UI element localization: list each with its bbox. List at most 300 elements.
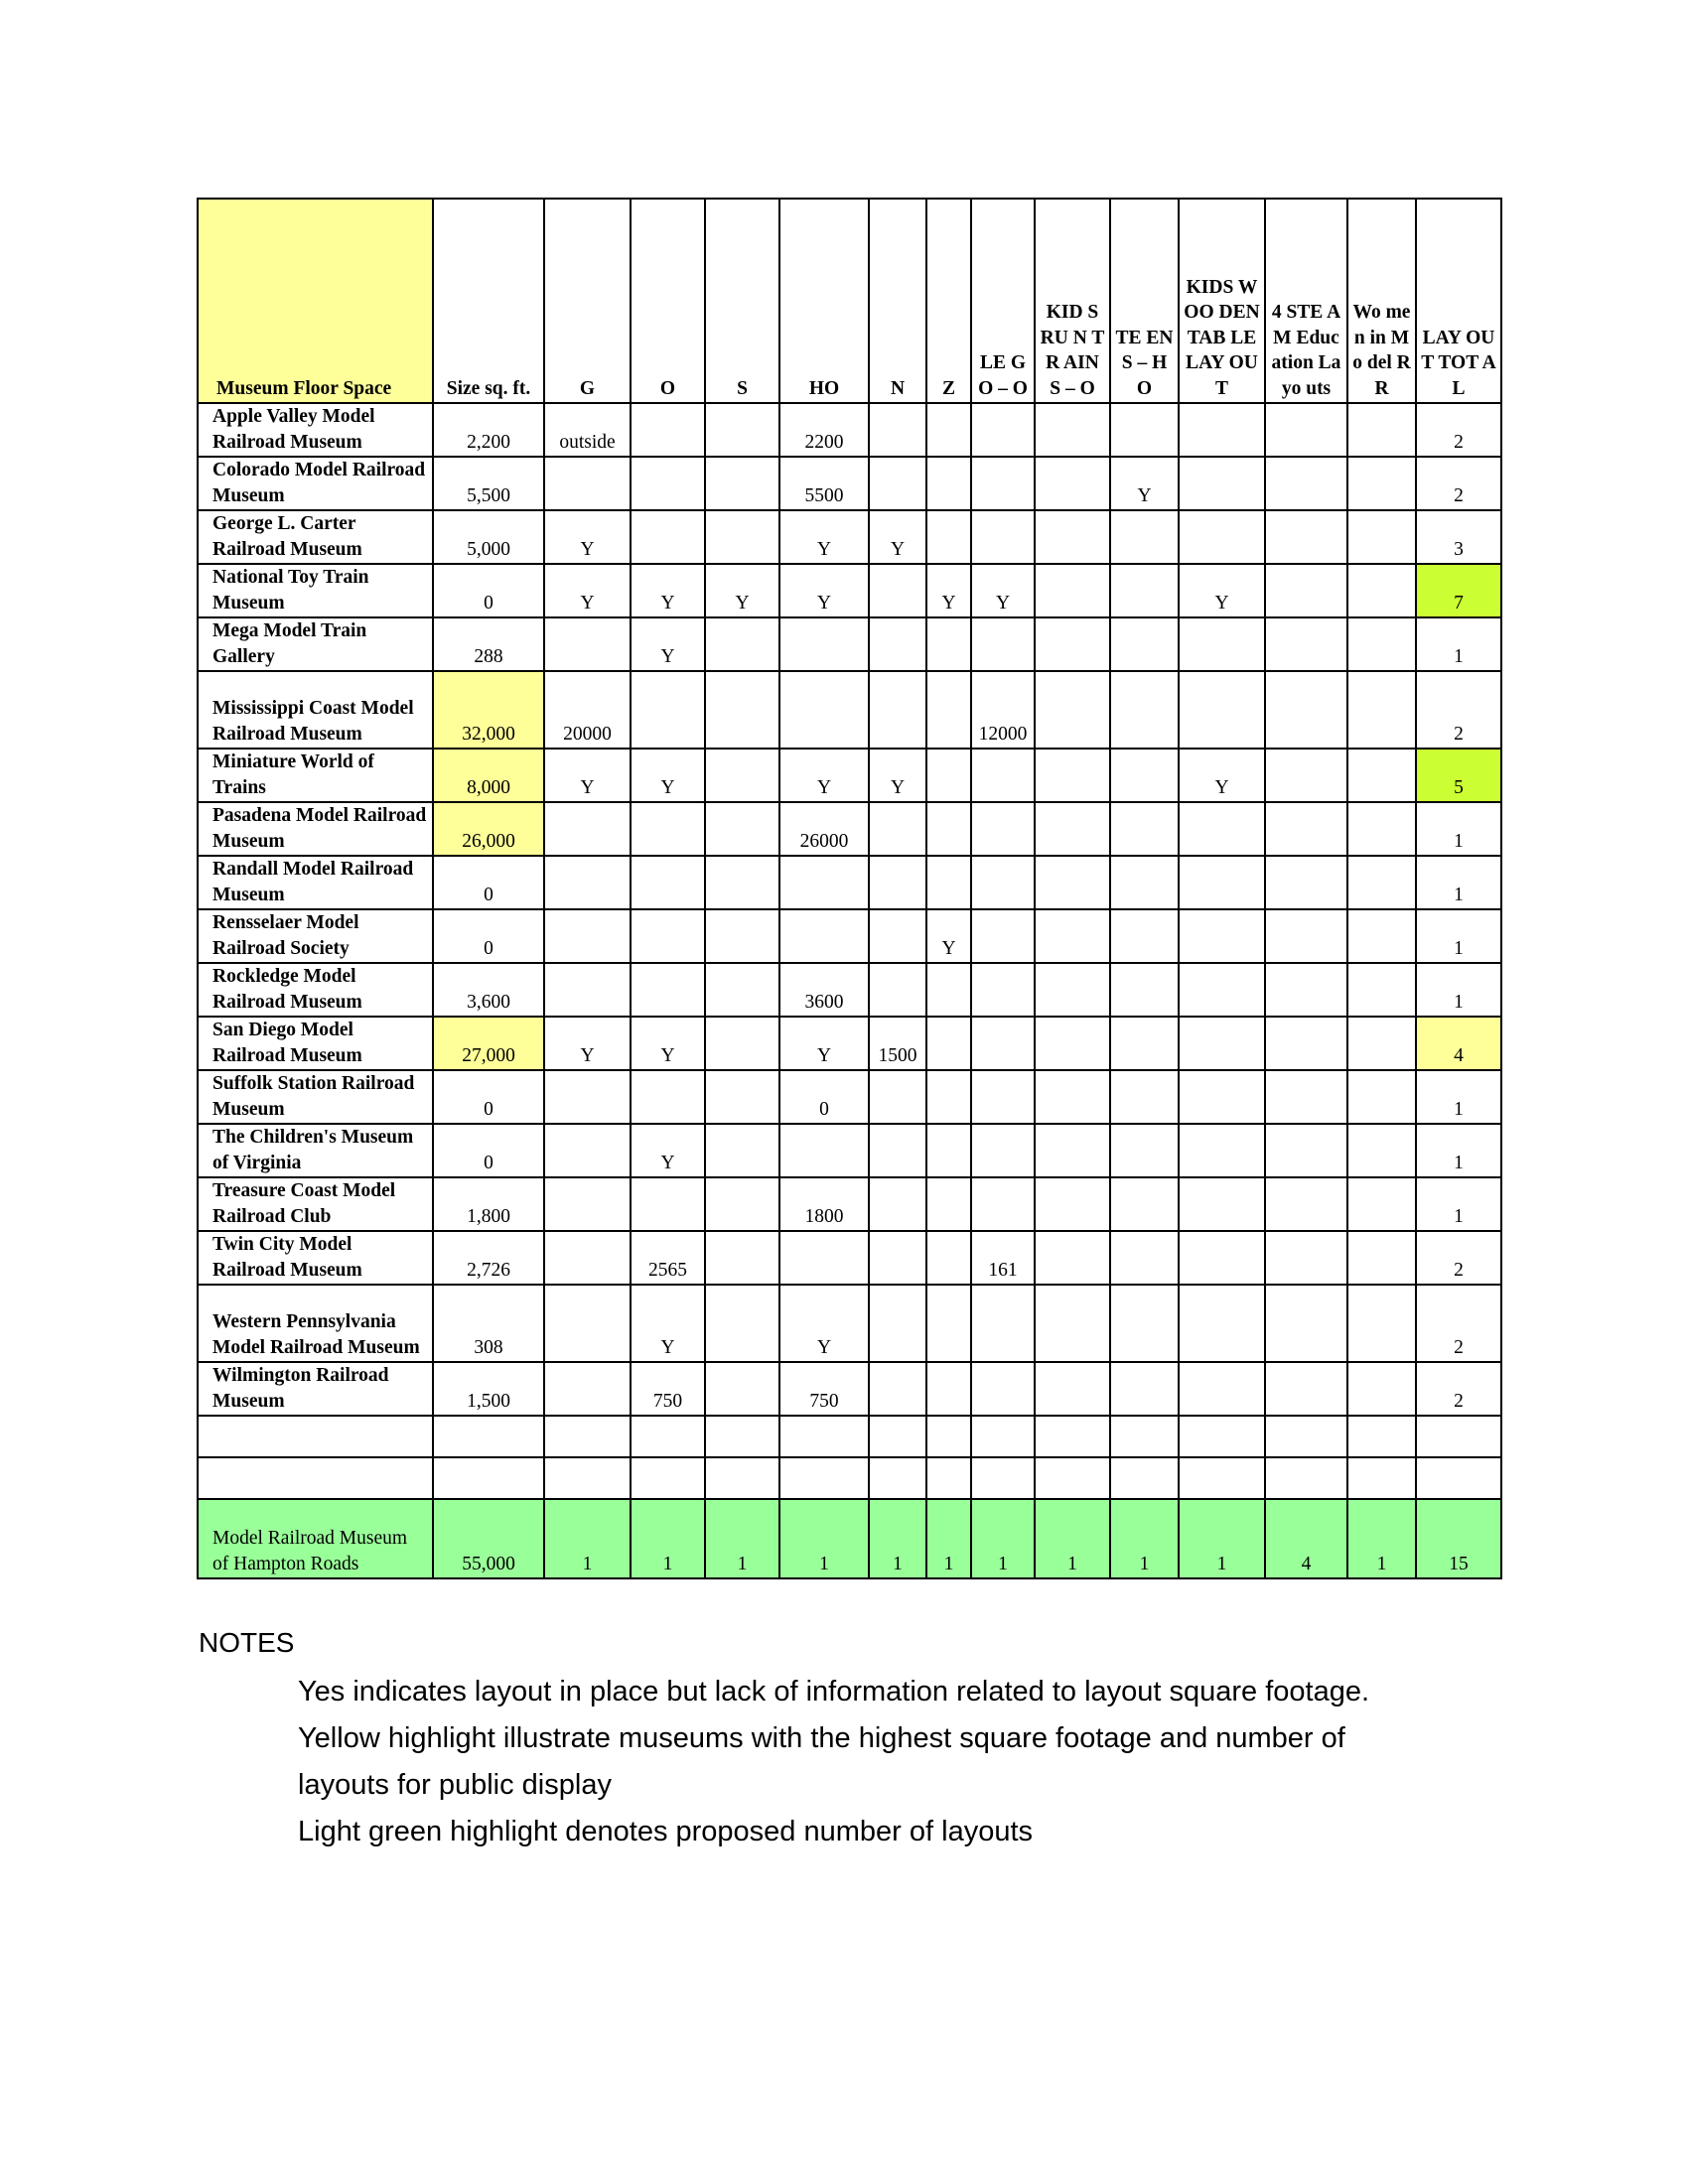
museum-name: George L. Carter Railroad Museum: [198, 510, 433, 564]
kids-run-trains-o-cell: [1035, 1285, 1110, 1362]
z-cell: [926, 1017, 971, 1070]
kids-run-trains-o-cell: [1035, 909, 1110, 963]
n-cell: [869, 1177, 926, 1231]
ho-cell: Y: [779, 749, 869, 802]
header-ho: HO: [779, 199, 869, 403]
layout-total-cell: 2: [1416, 671, 1501, 749]
ho-cell: 3600: [779, 963, 869, 1017]
teens-ho-cell: [1110, 617, 1179, 671]
s-cell: [705, 1231, 779, 1285]
ho-cell: 750: [779, 1362, 869, 1416]
g-cell: [544, 802, 631, 856]
layout-total-cell: 1: [1416, 909, 1501, 963]
z-cell: [926, 457, 971, 510]
size-cell: 0: [433, 856, 544, 909]
size-cell: 5,500: [433, 457, 544, 510]
layout-total-cell: 1: [1416, 856, 1501, 909]
header-kids-run-trains-o: KID S RU N TR AIN S – O: [1035, 199, 1110, 403]
ho-cell: 1800: [779, 1177, 869, 1231]
kids-wooden-table-layout-cell: [1179, 1416, 1265, 1457]
kids-run-trains-o-cell: [1035, 856, 1110, 909]
n-cell: [869, 856, 926, 909]
kids-wooden-table-layout-cell: [1179, 1362, 1265, 1416]
n-cell: [869, 1362, 926, 1416]
table-row: [198, 403, 1501, 457]
header-row: [198, 199, 1501, 403]
header-teens-ho: TE EN S – HO: [1110, 199, 1179, 403]
header-s: S: [705, 199, 779, 403]
kids-run-trains-o-cell: [1035, 1457, 1110, 1499]
proposed-size: 55,000: [433, 1499, 544, 1578]
women-in-model-rr-cell: [1347, 1231, 1416, 1285]
teens-ho-cell: [1110, 963, 1179, 1017]
z-cell: [926, 856, 971, 909]
n-cell: Y: [869, 749, 926, 802]
ho-cell: 2200: [779, 403, 869, 457]
o-cell: [631, 1457, 705, 1499]
kids-run-trains-o-cell: [1035, 617, 1110, 671]
museum-name: Rockledge Model Railroad Museum: [198, 963, 433, 1017]
z-cell: [926, 1362, 971, 1416]
kids-run-trains-o-cell: [1035, 1017, 1110, 1070]
proposed-museum-row: [198, 1499, 1501, 1578]
s-cell: [705, 856, 779, 909]
g-cell: [544, 1070, 631, 1124]
teens-ho-cell: [1110, 1457, 1179, 1499]
size-cell: 0: [433, 1070, 544, 1124]
proposed-museum-name: Model Railroad Museum of Hampton Roads: [198, 1499, 433, 1578]
museum-name: Mississippi Coast Model Railroad Museum: [198, 671, 433, 749]
table-row: [198, 802, 1501, 856]
kids-wooden-table-layout-cell: [1179, 617, 1265, 671]
teens-ho-cell: [1110, 1285, 1179, 1362]
lego-o-cell: [971, 1124, 1035, 1177]
s-cell: [705, 749, 779, 802]
table-row: [198, 671, 1501, 749]
steam-education-layouts-cell: [1265, 1124, 1347, 1177]
kids-run-trains-o-cell: [1035, 1231, 1110, 1285]
teens-ho-cell: [1110, 1177, 1179, 1231]
steam-education-layouts-cell: [1265, 802, 1347, 856]
s-cell: [705, 909, 779, 963]
header-kids-wooden-table-layout: KIDS WOO DEN TAB LE LAY OUT: [1179, 199, 1265, 403]
o-cell: Y: [631, 749, 705, 802]
size-cell: 308: [433, 1285, 544, 1362]
layout-total-cell: 1: [1416, 1070, 1501, 1124]
lego-o-cell: [971, 617, 1035, 671]
layout-total-cell: 3: [1416, 510, 1501, 564]
women-in-model-rr-cell: [1347, 1362, 1416, 1416]
teens-ho-cell: [1110, 671, 1179, 749]
size-cell: 26,000: [433, 802, 544, 856]
proposed-kids-wooden-table-layout: 1: [1179, 1499, 1265, 1578]
museum-comparison-table: [197, 198, 1502, 1579]
notes-heading: NOTES: [199, 1627, 295, 1658]
steam-education-layouts-cell: [1265, 1362, 1347, 1416]
proposed-kids-run-trains-o: 1: [1035, 1499, 1110, 1578]
g-cell: [544, 1285, 631, 1362]
s-cell: [705, 457, 779, 510]
ho-cell: [779, 1231, 869, 1285]
kids-wooden-table-layout-cell: [1179, 1457, 1265, 1499]
o-cell: [631, 403, 705, 457]
kids-run-trains-o-cell: [1035, 1362, 1110, 1416]
museum-name: National Toy Train Museum: [198, 564, 433, 617]
o-cell: Y: [631, 1017, 705, 1070]
z-cell: [926, 1070, 971, 1124]
steam-education-layouts-cell: [1265, 856, 1347, 909]
museum-name: Mega Model Train Gallery: [198, 617, 433, 671]
g-cell: [544, 1416, 631, 1457]
lego-o-cell: [971, 403, 1035, 457]
lego-o-cell: 161: [971, 1231, 1035, 1285]
table-row: [198, 617, 1501, 671]
teens-ho-cell: [1110, 1070, 1179, 1124]
s-cell: [705, 963, 779, 1017]
layout-total-cell: 1: [1416, 963, 1501, 1017]
s-cell: [705, 1457, 779, 1499]
size-cell: 5,000: [433, 510, 544, 564]
o-cell: Y: [631, 564, 705, 617]
g-cell: [544, 1457, 631, 1499]
size-cell: 2,726: [433, 1231, 544, 1285]
kids-wooden-table-layout-cell: [1179, 1177, 1265, 1231]
g-cell: [544, 1362, 631, 1416]
layout-total-cell: [1416, 1457, 1501, 1499]
s-cell: [705, 1362, 779, 1416]
kids-wooden-table-layout-cell: [1179, 1070, 1265, 1124]
table-row: [198, 1177, 1501, 1231]
museum-name: Western Pennsylvania Model Railroad Museum: [198, 1285, 433, 1362]
z-cell: [926, 617, 971, 671]
teens-ho-cell: [1110, 856, 1179, 909]
table-row: [198, 564, 1501, 617]
kids-wooden-table-layout-cell: [1179, 510, 1265, 564]
z-cell: [926, 1177, 971, 1231]
kids-wooden-table-layout-cell: [1179, 671, 1265, 749]
layout-total-cell: 1: [1416, 802, 1501, 856]
women-in-model-rr-cell: [1347, 403, 1416, 457]
women-in-model-rr-cell: [1347, 856, 1416, 909]
header-o: O: [631, 199, 705, 403]
g-cell: Y: [544, 510, 631, 564]
kids-wooden-table-layout-cell: Y: [1179, 749, 1265, 802]
steam-education-layouts-cell: [1265, 909, 1347, 963]
kids-wooden-table-layout-cell: [1179, 1017, 1265, 1070]
g-cell: [544, 1124, 631, 1177]
kids-wooden-table-layout-cell: [1179, 856, 1265, 909]
layout-total-cell: 2: [1416, 1362, 1501, 1416]
n-cell: [869, 1416, 926, 1457]
proposed-z: 1: [926, 1499, 971, 1578]
lego-o-cell: [971, 457, 1035, 510]
teens-ho-cell: [1110, 802, 1179, 856]
n-cell: [869, 403, 926, 457]
ho-cell: Y: [779, 1017, 869, 1070]
kids-run-trains-o-cell: [1035, 510, 1110, 564]
teens-ho-cell: [1110, 1231, 1179, 1285]
museum-name: [198, 1416, 433, 1457]
size-cell: [433, 1457, 544, 1499]
g-cell: [544, 963, 631, 1017]
header-4-steam-education-layouts: 4 STE AM Educ ation Layo uts: [1265, 199, 1347, 403]
note-green-highlight: Light green highlight denotes proposed number of layouts: [298, 1816, 1034, 1847]
lego-o-cell: [971, 749, 1035, 802]
ho-cell: [779, 856, 869, 909]
table-row: [198, 963, 1501, 1017]
table-row: [198, 856, 1501, 909]
teens-ho-cell: [1110, 749, 1179, 802]
size-cell: 1,500: [433, 1362, 544, 1416]
proposed-n: 1: [869, 1499, 926, 1578]
o-cell: [631, 1070, 705, 1124]
kids-run-trains-o-cell: [1035, 457, 1110, 510]
steam-education-layouts-cell: [1265, 1416, 1347, 1457]
kids-wooden-table-layout-cell: [1179, 1231, 1265, 1285]
women-in-model-rr-cell: [1347, 749, 1416, 802]
o-cell: [631, 909, 705, 963]
steam-education-layouts-cell: [1265, 510, 1347, 564]
n-cell: [869, 617, 926, 671]
z-cell: [926, 510, 971, 564]
s-cell: [705, 1070, 779, 1124]
ho-cell: [779, 1457, 869, 1499]
museum-name: Twin City Model Railroad Museum: [198, 1231, 433, 1285]
steam-education-layouts-cell: [1265, 1017, 1347, 1070]
proposed-s: 1: [705, 1499, 779, 1578]
kids-wooden-table-layout-cell: [1179, 909, 1265, 963]
table-row: [198, 1416, 1501, 1457]
layout-total-cell: 1: [1416, 1124, 1501, 1177]
women-in-model-rr-cell: [1347, 1017, 1416, 1070]
table-row: [198, 1362, 1501, 1416]
size-cell: 1,800: [433, 1177, 544, 1231]
ho-cell: [779, 1124, 869, 1177]
kids-run-trains-o-cell: [1035, 403, 1110, 457]
lego-o-cell: [971, 802, 1035, 856]
lego-o-cell: [971, 1285, 1035, 1362]
women-in-model-rr-cell: [1347, 1070, 1416, 1124]
kids-run-trains-o-cell: [1035, 1416, 1110, 1457]
museum-name: Apple Valley Model Railroad Museum: [198, 403, 433, 457]
lego-o-cell: [971, 963, 1035, 1017]
table-row: [198, 1124, 1501, 1177]
kids-run-trains-o-cell: [1035, 671, 1110, 749]
n-cell: [869, 1457, 926, 1499]
n-cell: [869, 671, 926, 749]
teens-ho-cell: [1110, 1124, 1179, 1177]
museum-name: Treasure Coast Model Railroad Club: [198, 1177, 433, 1231]
table-row: [198, 1017, 1501, 1070]
g-cell: [544, 457, 631, 510]
size-cell: 27,000: [433, 1017, 544, 1070]
museum-name: [198, 1457, 433, 1499]
z-cell: [926, 749, 971, 802]
teens-ho-cell: [1110, 1017, 1179, 1070]
o-cell: [631, 510, 705, 564]
kids-run-trains-o-cell: [1035, 1124, 1110, 1177]
layout-total-cell: 5: [1416, 749, 1501, 802]
n-cell: [869, 1231, 926, 1285]
kids-wooden-table-layout-cell: [1179, 403, 1265, 457]
lego-o-cell: [971, 909, 1035, 963]
kids-run-trains-o-cell: [1035, 1177, 1110, 1231]
ho-cell: 0: [779, 1070, 869, 1124]
s-cell: [705, 671, 779, 749]
o-cell: [631, 1177, 705, 1231]
women-in-model-rr-cell: [1347, 802, 1416, 856]
z-cell: Y: [926, 564, 971, 617]
table-row: [198, 1231, 1501, 1285]
note-yes-meaning: Yes indicates layout in place but lack of information related to layout square footage.: [298, 1676, 1370, 1707]
size-cell: 3,600: [433, 963, 544, 1017]
z-cell: Y: [926, 909, 971, 963]
kids-run-trains-o-cell: [1035, 1070, 1110, 1124]
museum-name: Miniature World of Trains: [198, 749, 433, 802]
ho-cell: [779, 909, 869, 963]
z-cell: [926, 1285, 971, 1362]
z-cell: [926, 802, 971, 856]
s-cell: [705, 1017, 779, 1070]
header-size-sq-ft: Size sq. ft.: [433, 199, 544, 403]
museum-name: The Children's Museum of Virginia: [198, 1124, 433, 1177]
women-in-model-rr-cell: [1347, 1124, 1416, 1177]
ho-cell: [779, 671, 869, 749]
header-layout-total: LAY OUT TOT AL: [1416, 199, 1501, 403]
kids-wooden-table-layout-cell: [1179, 963, 1265, 1017]
women-in-model-rr-cell: [1347, 564, 1416, 617]
teens-ho-cell: [1110, 909, 1179, 963]
layout-total-cell: 1: [1416, 617, 1501, 671]
layout-total-cell: 1: [1416, 1177, 1501, 1231]
layout-total-cell: 4: [1416, 1017, 1501, 1070]
steam-education-layouts-cell: [1265, 963, 1347, 1017]
n-cell: [869, 1124, 926, 1177]
size-cell: 0: [433, 564, 544, 617]
o-cell: [631, 802, 705, 856]
notes-section: [199, 1625, 1489, 1855]
o-cell: 750: [631, 1362, 705, 1416]
size-cell: 0: [433, 909, 544, 963]
s-cell: [705, 1416, 779, 1457]
proposed-o: 1: [631, 1499, 705, 1578]
n-cell: [869, 1070, 926, 1124]
g-cell: Y: [544, 749, 631, 802]
museum-name: San Diego Model Railroad Museum: [198, 1017, 433, 1070]
steam-education-layouts-cell: [1265, 1177, 1347, 1231]
proposed-g: 1: [544, 1499, 631, 1578]
size-cell: 0: [433, 1124, 544, 1177]
museum-name: Rensselaer Model Railroad Society: [198, 909, 433, 963]
header-z: Z: [926, 199, 971, 403]
header-museum-floor-space: Museum Floor Space: [198, 199, 433, 403]
lego-o-cell: Y: [971, 564, 1035, 617]
s-cell: [705, 403, 779, 457]
o-cell: Y: [631, 617, 705, 671]
layout-total-cell: 7: [1416, 564, 1501, 617]
teens-ho-cell: [1110, 510, 1179, 564]
o-cell: Y: [631, 1124, 705, 1177]
n-cell: [869, 564, 926, 617]
n-cell: [869, 1285, 926, 1362]
ho-cell: 5500: [779, 457, 869, 510]
table-body: [198, 403, 1501, 1499]
women-in-model-rr-cell: [1347, 510, 1416, 564]
museum-name: Pasadena Model Railroad Museum: [198, 802, 433, 856]
n-cell: [869, 457, 926, 510]
n-cell: [869, 909, 926, 963]
ho-cell: Y: [779, 510, 869, 564]
lego-o-cell: [971, 856, 1035, 909]
lego-o-cell: [971, 510, 1035, 564]
steam-education-layouts-cell: [1265, 749, 1347, 802]
size-cell: [433, 1416, 544, 1457]
g-cell: Y: [544, 564, 631, 617]
kids-wooden-table-layout-cell: [1179, 802, 1265, 856]
g-cell: 20000: [544, 671, 631, 749]
s-cell: [705, 1177, 779, 1231]
table-row: [198, 457, 1501, 510]
museum-name: Randall Model Railroad Museum: [198, 856, 433, 909]
kids-run-trains-o-cell: [1035, 564, 1110, 617]
women-in-model-rr-cell: [1347, 1285, 1416, 1362]
women-in-model-rr-cell: [1347, 1416, 1416, 1457]
size-cell: 288: [433, 617, 544, 671]
steam-education-layouts-cell: [1265, 617, 1347, 671]
proposed-teens-ho: 1: [1110, 1499, 1179, 1578]
layout-total-cell: [1416, 1416, 1501, 1457]
women-in-model-rr-cell: [1347, 1177, 1416, 1231]
steam-education-layouts-cell: [1265, 1457, 1347, 1499]
s-cell: Y: [705, 564, 779, 617]
z-cell: [926, 1457, 971, 1499]
proposed-ho: 1: [779, 1499, 869, 1578]
steam-education-layouts-cell: [1265, 671, 1347, 749]
steam-education-layouts-cell: [1265, 564, 1347, 617]
steam-education-layouts-cell: [1265, 457, 1347, 510]
teens-ho-cell: Y: [1110, 457, 1179, 510]
o-cell: [631, 671, 705, 749]
layout-total-cell: 2: [1416, 1285, 1501, 1362]
teens-ho-cell: [1110, 403, 1179, 457]
steam-education-layouts-cell: [1265, 1231, 1347, 1285]
women-in-model-rr-cell: [1347, 963, 1416, 1017]
s-cell: [705, 1124, 779, 1177]
n-cell: 1500: [869, 1017, 926, 1070]
lego-o-cell: [971, 1070, 1035, 1124]
layout-total-cell: 2: [1416, 1231, 1501, 1285]
z-cell: [926, 1231, 971, 1285]
lego-o-cell: [971, 1017, 1035, 1070]
teens-ho-cell: [1110, 1416, 1179, 1457]
o-cell: [631, 457, 705, 510]
s-cell: [705, 802, 779, 856]
museum-name: Colorado Model Railroad Museum: [198, 457, 433, 510]
lego-o-cell: 12000: [971, 671, 1035, 749]
ho-cell: [779, 617, 869, 671]
note-yellow-highlight: Yellow highlight illustrate museums with the highest square footage and number of layouts for public display: [298, 1722, 1345, 1801]
kids-wooden-table-layout-cell: [1179, 1285, 1265, 1362]
teens-ho-cell: [1110, 1362, 1179, 1416]
header-g: G: [544, 199, 631, 403]
o-cell: [631, 1416, 705, 1457]
lego-o-cell: [971, 1416, 1035, 1457]
g-cell: [544, 909, 631, 963]
o-cell: Y: [631, 1285, 705, 1362]
n-cell: Y: [869, 510, 926, 564]
kids-wooden-table-layout-cell: Y: [1179, 564, 1265, 617]
size-cell: 32,000: [433, 671, 544, 749]
